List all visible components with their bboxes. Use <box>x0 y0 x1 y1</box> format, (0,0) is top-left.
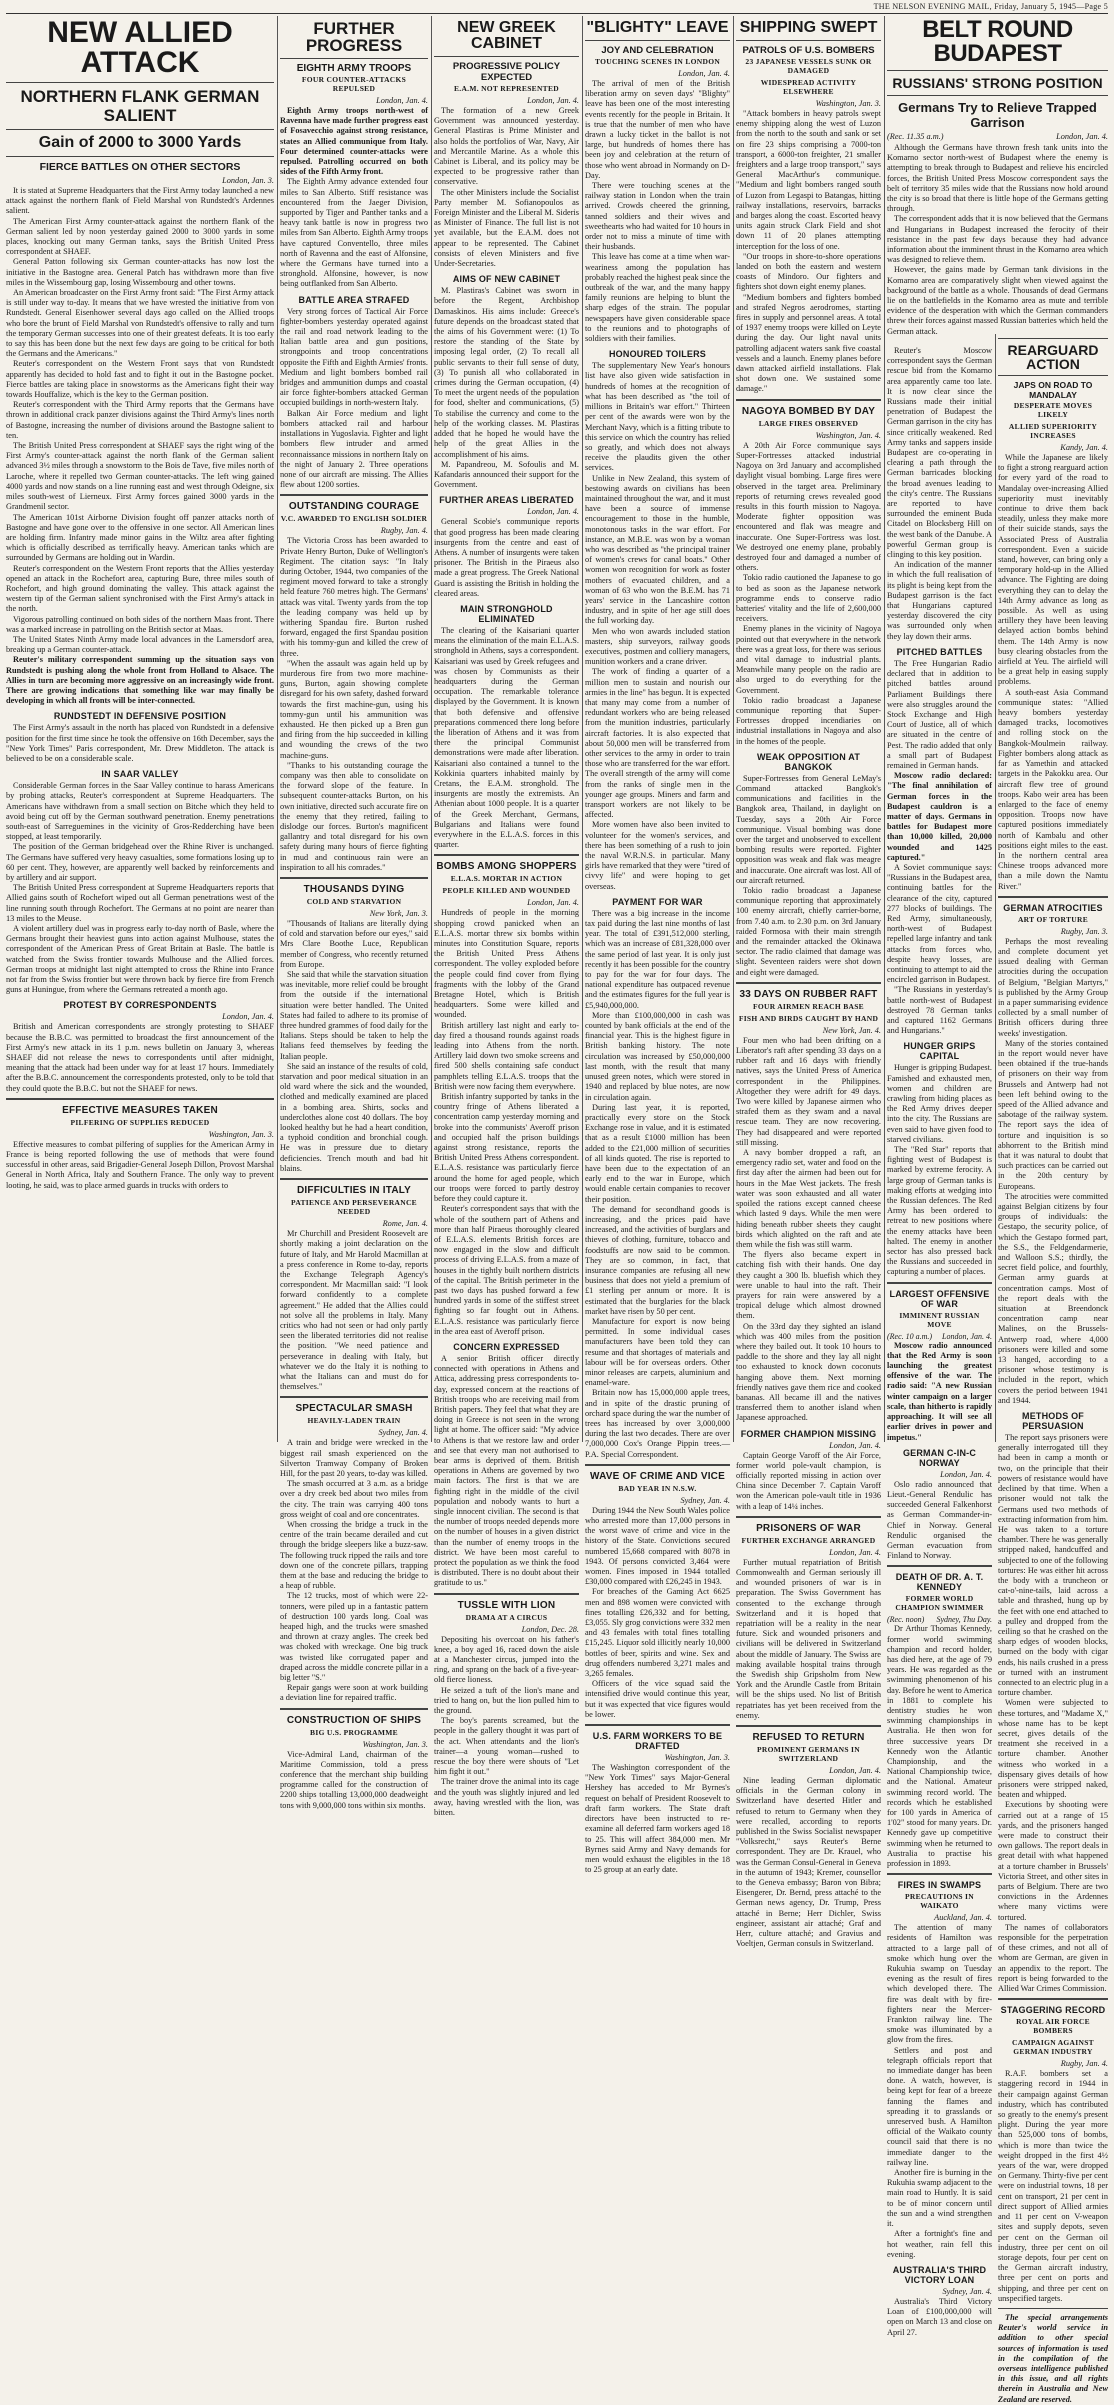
newspaper-page <box>6 16 1108 2404</box>
section-heading: FORMER CHAMPION MISSING <box>740 1428 877 1439</box>
article-body <box>736 109 881 395</box>
paragraph: R.A.F. bombers set a staggering record in 1944 in their campaign against German industry, which has contributed so greatly to the enemy's present plight. During the year more than 525,000 tons of bombs, which is more than twice the weight dropped in the first 4½ years of the war, were dropped on Germany. Thirty-five per cent were on industrial towns, 18 per cent on transport, 21 per cent in direct support of Allied armies and 11 per cent on V-weapon sites and supply depots, seven per cent on the German oil industry, three per cent on oil storage depots, four per cent on the German aircraft industry, three per cent on ports and shipping, and three per cent on unspecified targets. <box>998 2069 1108 2303</box>
subhead: JAPS ON ROAD TO MANDALAY <box>1013 380 1093 400</box>
minor-heading: FORMER WORLD CHAMPION SWIMMER <box>895 1594 984 1613</box>
section-heading: TUSSLE WITH LION <box>457 1599 556 1611</box>
paragraph: The arrival of men of the British liberation army on seven days' "Blighty" leave has been one of the most interesting events recently for the people in Britain. It is true that the number of men who have drawn a lucky ticket in the ballot is not large, but hundreds of homes there has been joy and celebration at the return of those who went abroad in Normandy on D-Day. <box>585 79 730 180</box>
article-body <box>434 626 579 850</box>
dateline: Rugby, Jan. 3. <box>1060 926 1108 936</box>
section-heading: NAGOYA BOMBED BY DAY <box>741 405 876 417</box>
dateline: London, Jan. 4. <box>527 507 579 517</box>
paragraph: The boy's parents screamed, but the people in the gallery thought it was part of the act. When attendants and the lion's trainer—a young woman—rushed to rescue the boy there were shouts of "Let him fight it out." <box>434 1716 579 1777</box>
section-heading: PRISONERS OF WAR <box>756 1522 861 1534</box>
paragraph: British and American correspondents are strongly protesting to SHAEF because the B.B.C. was permitted to broadcast the first announcement of the First Army's new attack in its 1 p.m. news bulletin on January 3, whereas SHAEF did not release the news to correspondents until after midnight, meaning that the attack had been under way for at least 17 hours. Immediately after the B.B.C. announcement the correspondents protested, only to be told that they could quote the B.B.C. but not the SHAEF for news. <box>6 1022 274 1093</box>
section-heading: BOMBS AMONG SHOPPERS <box>436 861 577 873</box>
paragraph: A Soviet communique says: "Russians in the Budapest area, continuing battles for the clearance of the city, captured 277 blocks of buildings. The Red Army, simultaneously, north-west of Budapest repelled large infantry and tank attacks from forces who, despite heavy losses, are continuing to attempt to aid the encircled garrison in Budapest. <box>887 862 992 985</box>
paragraph: When crossing the bridge a truck in the centre of the train became derailed and cut through the bridge sleepers like a buzz-saw. The following truck ripped the rails and tore down one of the concrete pillars, trapping them at the base and reducing the bridge to a heap of rubble. <box>280 1519 428 1591</box>
column-allied-attack <box>6 16 274 1442</box>
paragraph: The Eighth Army advance extended four miles to San Alberto. Stiff resistance was encountered from the Jaeger Division, supported by Tiger and Panther tanks and a heavy tank battle is now in progress two miles from San Alberto. Eighth Army troops have captured Conventello, three miles north of Ravenna and the east of Alfonsine, where the Germans have turned into a stronghold. Alfonsine, however, is now being outflanked from San Alberto. <box>280 177 428 289</box>
minor-heading: CAMPAIGN AGAINST GERMAN INDUSTRY <box>1012 2038 1094 2057</box>
paragraph: Enemy planes in the vicinity of Nagoya pointed out that everywhere in the network there was a great loss, for there was serious and vital damage to industrial plants. Meanwhile many people on the radio are also urged to do everything for the Government. <box>736 624 881 695</box>
paragraph: Repair gangs were soon at work building a deviation line for repaired traffic. <box>280 1683 428 1703</box>
section-heading: DIFFICULTIES IN ITALY <box>296 1185 411 1197</box>
paragraph: The correspondent adds that it is now believed that the Germans and Hungarians in Budapest increased the ferocity of their resistance in the past few days because they had advance information about the imminent thrust in the Komarno area which was designed to relieve them. <box>887 214 1108 265</box>
paragraph: A south-east Asia Command communique states: "Allied heavy bombers yesterday damaged tracks, locomotives and rolling stock on the Bangkok-Moulmein railway. Fighter bombers along attack as far as Yamethin and attacked targets in the Pakokku area. Our aircraft flew tree of ground troops. Kabo weir area has been enlarged to the face of enemy opposition. Troops now have captured positions immediately north of Kambalu and other positions eight miles to the east. In the northern central area Chinese troops advanced more than a mile down the Namtu River." <box>998 687 1108 891</box>
article-body <box>887 863 992 1036</box>
article-body <box>280 307 428 491</box>
bold-para: Moscow radio announced that the Red Army is soon launching the greatest offensive of the war. The radio said: "A new Russian winter campaign on a larger scale, than hitherto is rapidly approaching. It will see all earlier drives in power and impetus." <box>887 1340 992 1442</box>
dateline: Kandy, Jan. 4. <box>1060 443 1108 452</box>
article-body <box>736 441 881 747</box>
article-body <box>280 536 428 873</box>
paragraph: The Washington correspondent of the "New York Times" says Major-General Hershey has acceded to Mr Byrnes's request on behalf of President Roosevelt to draft farm workers. The State draft directors have been instructed to re-examine all deferred farm workers aged 18 to 25. This will affect 384,000 men. Mr Byrnes said Army and Navy demands for men would exhaust the eligibles in the 18 to 25 group at an early date. <box>585 1763 730 1875</box>
paragraph: More women have also been invited to volunteer for the women's services, and there has been something of a rush to join the naval W.R.N.S. in particular. Many girls have remarked that they were "tired of civvy life" and were hoping to get overseas. <box>585 820 730 891</box>
paragraph: The supplementary New Year's honours list have also given wide satisfaction in hundreds of homes at the recognition of what has been described as "the toil of millions in Britain's war effort." Thirteen per cent of the awards were won by the Merchant Navy, which is a fitting tribute to this service on which the country has relied so greatly, and which does not always receive the plaudits given the other services. <box>585 361 730 473</box>
paragraph: "Thousands of Italians are literally dying of cold and starvation before our eyes," said Mrs Clare Boothe Luce, Republican member of Congress, who recently returned from Europe. <box>280 919 428 969</box>
dateline: Washington, Jan. 3. <box>208 1129 274 1139</box>
dateline: London, Jan. 4. <box>942 1331 992 1341</box>
article-body <box>585 79 730 344</box>
paragraph: British infantry supported by tanks in the country fringe of Athens liberated a concentration camp yesterday morning and broke into the communists' Averoff prison and occupied half the prison buildings against strong resistance, reports the British United Press Athens correspondent. E.L.A.S. resistance was particularly fierce around the home for aged people, which our troops were forced to partly destroy before they could capture it. <box>434 1092 579 1204</box>
section-heading: U.S. FARM WORKERS TO BE DRAFTED <box>592 1731 723 1752</box>
received-time: (Rec. 11.35 a.m.) <box>887 132 944 141</box>
subhead: PATROLS OF U.S. BOMBERS <box>742 45 875 56</box>
minor-heading: FOUR AIRMEN REACH BASE <box>753 1001 864 1011</box>
dateline: Sydney, Jan. 4. <box>378 1428 428 1438</box>
minor-heading: ALLIED SUPERIORITY INCREASES <box>1008 422 1098 440</box>
section-heading: LARGEST OFFENSIVE OF WAR <box>889 1288 990 1309</box>
minor-heading: WIDESPREAD ACTIVITY ELSEWHERE <box>760 78 857 96</box>
paragraph: This leave has come at a time when war-weariness among the population has probably reached the highest peak since the outbreak of the war, and the many happy family reunions are helping to blunt the sharp edges of the strain. The popular newspapers have given considerable space to the reunions and to photographs of soldiers with their families. <box>585 252 730 344</box>
article-body <box>887 1480 992 1562</box>
dateline: Sydney, Jan. 4. <box>680 1495 730 1505</box>
paragraph: For breaches of the Gaming Act 6625 men and 898 women were convicted with fines totalling £26,332 and for betting, £3,055. Sly grog convictions were 332 men and 43 females with total fines totalling £15,245. Liquor sold illicitly nearly 10,000 bottles of beer, spirits and wine. Sex and drug offenders numbered 3,271 males and 3,265 females. <box>585 1587 730 1679</box>
paragraph: Further mutual repatriation of British Commonwealth and German seriously ill and wounded prisoners of war is in preparation. The Swiss Government has consented to the exchange through Switzerland and it is hoped that repatriation will be a reality in the near future. Sick and wounded prisoners and civilians will be delivered in Switzerland about the middle of January. The Swiss are making available hospital trains through the Swedish ship Gripsholm from New York and the Arundle Castle from Britain will be the ships used. No list of British repatriates has yet been received from the enemy. <box>736 1557 881 1720</box>
article-body <box>434 517 579 599</box>
article-body <box>998 453 1108 892</box>
article-body <box>887 1063 992 1277</box>
paragraph: Vigorous patrolling continued on both sides of the northern Maas front. There was a marked increase in patrolling on the British sector at Maas. <box>6 614 274 634</box>
paragraph: Reuter's correspondent on the Western Front reports that the Allies yesterday opened an attack in the Rochefort area, capturing Bure, three miles south of Rochefort, and high ground dominating the valley. This attack against the western tip of the German salient synchronised with the First Army's attack in the north. <box>6 563 274 614</box>
paragraph: The trainer drove the animal into its cage and the youth was slightly injured and led away, having wrestled with the lion, was bitten. <box>434 1777 579 1818</box>
paragraph: During last year, it is reported, practically every store on the Stock Exchange rose in value, and it is estimated that as a result £1000 million has been added to the £21,000 million of securities of all kinds quoted. The rise is reported to have been due to the expectation of an early end to the war in Europe, which would enable certain companies to recover their position. <box>585 1102 730 1204</box>
paragraph: "When the assault was again held up by murderous fire from two more machine-guns, Burton, again showing complete disregard for his own safety, dashed forward towards the first machine-gun, using his tommy-gun until his ammunition was exhausted. He then picked up a Bren gun and firing from the hip succeeded in killing and wounding the crews of the two machine-guns. <box>280 658 428 760</box>
headline-greek-cabinet: NEW GREEK CABINET <box>457 19 556 52</box>
minor-heading: V.C. AWARDED TO ENGLISH SOLDIER <box>280 514 428 524</box>
dateline: London, Jan. 4. <box>1056 132 1108 141</box>
bold-lead: Eighth Army troops north-west of Ravenna have made further progress east of Fosavecchio against strong resistance, states an Allied communique from Italy. Four determined counter-attacks were repulsed. Patrolling occurred on both sides of the Fifth Army front. <box>280 106 428 177</box>
paragraph: The atrocities were committed against Belgian citizens by four groups of individuals: the Gestapo, the security police, of which the Gestapo formed part, the S.S., the Feldgendarmerie, and Walloon S.S.; thirdly, the secret field police, and fourthly, German army guards at concentration camps. Most of the report deals with the situation at Breendonck concentration camp near Malines, on the Brussels-Antwerp road, where 4,000 prisoners were killed and some 13 hanged, according to a prisoner whose testimony is included in the report, which covers the period between 1941 and 1944. <box>998 1191 1108 1405</box>
paragraph: The names of collaborators responsible for the perpetration of these crimes, and not all of whom are German, are given in an appendix to the report. The report is being forwarded to the Allied War Crimes Commission. <box>998 1922 1108 1994</box>
paragraph: Mr Churchill and President Roosevelt are shortly making a joint declaration on the future of Italy, and Mr Harold Macmillan at a press conference in Rome to-day, reports the Exchange Telegraph Agency's correspondent. Mr Macmillan said: "I look forward confidently to a complete agreement." He added that the Allies could not solve all the problems in Italy. Many critics who had not seen or had only partly seen the liberated territories did not realise the position. "We need patience and perseverance in dealing with Italy, but whatever we do the Italy it is nothing to what the Italians can and must do for themselves." <box>280 1229 428 1392</box>
section-heading: BATTLE AREA STRAFED <box>298 294 410 305</box>
paragraph: Hunger is gripping Budapest. Famished and exhausted men, women and children are crawling from hiding places as the Red Army drives deeper into the city. The Russians are even said to have given food to starved civilians. <box>887 1063 992 1144</box>
section-heading: FIRES IN SWAMPS <box>897 1880 982 1891</box>
paragraph: M. Plastiras's Cabinet was sworn in before the Regent, Archbishop Damaskinos. His aims include: Greece's future depends on the broadcast stated that the aims of his Government were: (1) To restore the standing of the State by imposing legal order, (2) To recall all public servants to their full sense of duty, (3) To punish all who collaborated in crimes during the German occupation, (4) To meet the urgent needs of the population for food, shelter and communications, (5) To stabilise the currency and come to the help of the working classes. M. Plastiras added that he hoped he would have the help of the great Allies in the accomplishment of his aims. <box>434 286 579 459</box>
dateline: London, Jan. 4. <box>527 96 579 105</box>
subhead-northern-flank: NORTHERN FLANK GERMAN SALIENT <box>20 87 260 125</box>
dateline: Washington, Jan. 4. <box>815 430 881 440</box>
received-time: (Rec. noon) <box>887 1615 925 1625</box>
paragraph: Tokio radio broadcast a Japanese communique reporting that Super-Fortresses dropped incendiaries on industrial installations in Nagoya and also in the homes of the people. <box>736 695 881 746</box>
article-body <box>6 1022 274 1093</box>
paragraph: Manufacture for export is now being permitted. In some individual cases manufacturers have been told they can resume and that shortages of materials and labour will be for overseas orders. Other minor releases are carpets, aluminium and enamel-ware. <box>585 1316 730 1388</box>
paragraph: The "Red Star" reports that fighting west of Budapest is marked by extreme ferocity. A large group of German tanks is making efforts at wedging into the Russian defences. The Red Army has been ordered to retreat to new positions where the enemy attacks have been halted. The enemy in another sector has also pressed back the Russians and succeeded in capturing a number of places. <box>887 1145 992 1277</box>
paragraph: Tokio radio broadcast a Japanese communique reporting that approximately 100 enemy aircraft, chiefly carrier-borne, from 7.40 a.m. to 2.30 p.m. on 3rd January raided Formosa with their main strength and the remainder attacked the Okinawa sector. The radio claimed that damage was slight. Seventeen raiders were shot down and eight were damaged. <box>736 886 881 977</box>
paragraph: "Our troops in shore-to-shore operations landed on both the eastern and western coasts of Mindoro. Our fighters and fighters shot down eight enemy planes. <box>736 251 881 292</box>
paragraph: The clearing of the Kaisariani quarter means the elimination of the main E.L.A.S. stronghold in Athens, says a correspondent. Kaisariani was used by Greek refugees and was chosen by Communists as their headquarters during the German occupation. The remarkable tolerance displayed by the Government. It is known that both defensive and offensive preparations commenced there long before the liberation of Athens and it was from there the principal Communist demonstrations were made after liberation. Kaisariani also contained a tunnel to the Kokkinia quarters inhabited mainly by Cretans, the E.A.M. stronghold. The insurgents are mostly the extremists. An Athenian about 1000 people. It is a quarter of the Greek Merchant, Germans, Bulgarians and Italians were found everywhere in the E.L.A.S. forces in this quarter. <box>434 625 579 850</box>
paragraph: Women were subjected to these tortures, and "Madame X," whose name has to be kept secret, gives details of the treatment she received in a torture chamber. Another witness who worked in a dispensary gives details of how prisoners were stripped naked, beaten and whipped. <box>998 1698 1108 1800</box>
paragraph: Four men who had been drifting on a Liberator's raft after spending 33 days on a rubber raft and 16 days with friendly natives, says the United Press of America correspondent in the Philippines. Altogether they were adrift for 49 days. Two were killed by Japanese airmen who strafed them as they swam and a naval rescue team. They are now recovering. They had disappeared and were reported still missing. <box>736 1035 881 1147</box>
article-body <box>6 1140 274 1191</box>
dateline: London, Jan. 4. <box>222 1012 274 1022</box>
paragraph: British artillery last night and early to-day fired a thousand rounds against roads leading into Athens from the north. Artillery laid down two smoke screens and fired 500 shells containing safe conduct pamphlets telling E.L.A.S. troops that the British were now facing them everywhere. <box>434 1020 579 1091</box>
dateline: London, Jan. 4. <box>678 69 730 78</box>
section-heading: HONOURED TOILERS <box>608 349 707 360</box>
section-saar: IN SAAR VALLEY <box>101 769 179 780</box>
paragraph: Executions by shooting were carried out at a range of 15 yards, and the prisoners hanged were made to construct their own gallows. The report deals in great detail with what happened at a torture chamber in Brussels' Victoria Street, and other sites in parts of Belgium. There are two convictions in the Ardennes where many victims were tortured. <box>998 1800 1108 1922</box>
paragraph: Officers of the vice squad said the intensified drive would continue this year, but it was expected that vice figures would be lower. <box>585 1679 730 1719</box>
section-heading: METHODS OF PERSUASION <box>1022 1411 1084 1432</box>
paragraph: Reuter's correspondent says that with the whole of the southern part of Athens and more than half Piraeus thoroughly cleared of E.L.A.S. elements British forces are now engaged in the slow and difficult process of driving E.L.A.S. from a maze of houses in the tightly built northern districts of the capital. The British perimeter in the past two days has pushed forward a few hundred yards in some of the stiffest street fighting so far fought out in Athens. E.L.A.S. resistance was particularly fierce in the area east of Averoff prison. <box>434 1204 579 1336</box>
paragraph: Hundreds of people in the morning shopping crowd panicked when an E.L.A.S. mortar threw six bombs within minutes into Constitution Square, reports the British United Press Athens correspondent. The volley exploded before the people could find cover from flying fragments with the lobby of the Grand Bretagne Hotel, which is British headquarters. Some were killed and wounded. <box>434 908 579 1020</box>
minor-heading: ART OF TORTURE <box>1017 914 1089 924</box>
minor-heading: FURTHER EXCHANGE ARRANGED <box>741 1535 876 1545</box>
section-heading: 33 DAYS ON RUBBER RAFT <box>739 988 878 1000</box>
dateline: New York, Jan. 3. <box>369 909 428 919</box>
column-shipping-swept <box>736 16 881 1949</box>
paragraph: "Medium bombers and fighters bombed and strafed Negros aerodromes, starting fires in supply and personnel areas. A total of 1937 enemy troops were killed on Leyte during the day. Our light naval units patrolling adjacent waters sank five coastal vessels and a launch. Enemy planes before dawn attacked airfield installations. Flak shot down one. We sustained some damage." <box>736 292 881 394</box>
column-blighty-leave <box>585 16 730 1875</box>
section-heading: AUSTRALIA'S THIRD VICTORY LOAN <box>892 2264 987 2285</box>
article-body <box>998 1433 1108 1994</box>
article-body <box>434 286 579 490</box>
paragraph: The Free Hungarian Radio declared that in addition to pitched battles around Parliament Buildings there were also struggles around the Stock Exchange and High Court of Justice, all of which are situated in the centre of Pest. The radio added that only a small part of Budapest remained in German hands. <box>887 658 992 770</box>
paragraph: "Thanks to his outstanding courage the company was then able to consolidate on the forward slope of the feature. In subsequent counter-attacks Burton, on his own initiative, directed such accurate fire on the enemy that they retired, failing to dislodge our forces. Burton's magnificent gallantry and total disregard for his own safety during many hours of fierce fighting in mud and continuous rain were an inspiration to all his comrades." <box>280 760 428 872</box>
paragraph: Many of the stories contained in the report would never have been obtained if the true-hands of prisoners on their way from Brussels and Antwerp had not been left behind owing to the speed of the Allied advance and sabotage of the railway system. The report says the idea of torture and inquisition is so abhorrent to the British mind that it was natural to doubt that such practices can be carried out in the 20th century by Europeans. <box>998 1038 1108 1191</box>
dateline: Sydney, Thu Day. <box>936 1615 992 1625</box>
article-body <box>998 937 1108 1406</box>
minor-heading: FISH AND BIRDS CAUGHT BY HAND <box>738 1013 879 1023</box>
article-body <box>434 106 579 269</box>
section-heading: HUNGER GRIPS CAPITAL <box>903 1041 976 1062</box>
paragraph: Perhaps the most revealing and complete document yet issued dealing with German atrocities during the occupation of Belgium, "Belgian Martyrs," is published by the Army Group in a paper summarising evidence collected by a small number of British officers during three weeks' investigation. <box>998 936 1108 1038</box>
minor-heading: PATIENCE AND PERSEVERANCE NEEDED <box>291 1198 417 1217</box>
paragraph: She said that while the starvation situation was inevitable, more relief could be brought from the outside if the international situation were better handled. The United States had failed to adhere to its promise of three hundred grammes of food daily for the Italians. Steps should be taken to help the Italians feed themselves by feeding the Italian people. <box>280 970 428 1061</box>
paragraph: Although the Germans have thrown fresh tank units into the Komarno sector north-west of Budapest where the enemy is attempting to break through to Budapest and relieve his encircled forces, the British United Press Moscow correspondent says the belt of territory 35 miles wide that the Russians now hold around the city is so broad that there is little hope of the Germans getting through. <box>887 143 1108 214</box>
dateline: Rome, Jan. 4. <box>382 1219 428 1229</box>
dateline: London, Jan. 4. <box>829 1440 881 1450</box>
subhead: EIGHTH ARMY TROOPS <box>296 63 412 74</box>
column-rearguard <box>998 334 1108 2404</box>
rights-notice: The special arrangements Reuter's world service in addition to other special sources of information is used in the compilation of the overseas intelligence published in this issue, and all rights therein in Australia and New Zealand are reserved. <box>998 2312 1108 2404</box>
paragraph: Effective measures to combat pilfering of supplies for the American Army in France is being reported following the use of methods that were found successful in other areas, said Brigadier-General Joseph Dillon, Provost Marshal General in North Africa, Italy and Southern France. The only way to prevent looting, he said, was to place armed guards in trucks with orders to <box>6 1139 274 1190</box>
headline-budapest: BELT ROUND BUDAPEST <box>922 16 1073 67</box>
article-body <box>736 1036 881 1424</box>
paragraph: The formation of a new Greek Government was announced yesterday. General Plastiras is Prime Minister and also holds the portfolios of War, Navy, Air and Mercantile Marine. As a whole this Cabinet is Liberal, and its policy may be expected to be progressive rather than conservative. <box>434 106 579 187</box>
received-time: (Rec. 10 a.m.) <box>887 1331 933 1341</box>
paragraph: "The Russians in yesterday's battle north-west of Budapest destroyed 78 German tanks and captured 1162 Germans and Hungarians." <box>887 985 992 1036</box>
paragraph: General Scobie's communique reports that good progress has been made clearing insurgents from the centre and east of Athens. A number of insurgents were taken prisoner. The British in the Piraeus also made a great progress. The Greek National Guard is assisting the British in holding the cleared areas. <box>434 517 579 598</box>
paragraph: The smash occurred at 3 a.m. as a bridge over a dry creek bed about two miles from the city. The train was carrying 400 tons gross weight of coal and ore concentrates. <box>280 1479 428 1519</box>
section-heading: STAGGERING RECORD <box>1000 2005 1106 2016</box>
paragraph: He seized a tuft of the lion's mane and tried to hang on, but the lion pulled him to the ground. <box>434 1685 579 1716</box>
paragraph: The United States Ninth Army made local advances in the Lamersdorf area, breaking up a German counter-attack. <box>6 634 274 655</box>
section-heading: OUTSTANDING COURAGE <box>288 501 420 513</box>
paragraph: Super-Fortresses from General LeMay's Command attacked Bangkok's communications and facilities in the Bangkok area, Thailand, in daylight on Tuesday, says a 20th Air Force communique. Visual bombing was done over the target and unobserved to excellent bombing results were reported. Fighter opposition was weak and flak was meagre and inaccurate. One aircraft was lost. All of our aircraft returned. <box>736 773 881 885</box>
section-heading: AIMS OF NEW CABINET <box>452 274 561 285</box>
paragraph: An indication of the manner in which the full realisation of its plight is being kept from the Budapest garrison is the fact that Hungarians captured yesterday discovered the city was surrounded only when they lay down their arms. <box>887 560 992 641</box>
minor-heading: HEAVILY-LADEN TRAIN <box>307 1416 401 1426</box>
minor-heading: TOUCHING SCENES IN LONDON <box>594 57 721 66</box>
paragraph: A train and bridge were wrecked in the biggest rail smash experienced on the Silverton Tramway Company of Broken Hill, for the past 20 years, to-day was killed. <box>280 1438 428 1478</box>
headline-shipping-swept: SHIPPING SWEPT <box>739 19 878 36</box>
article-body <box>736 774 881 978</box>
paragraph: Unlike in New Zealand, this system of bestowing awards on civilians has been maintained throughout the war, and it must have been a source of immense encouragement to those in the humble, monotonous tasks in the war effort. For instance, an M.B.E. was won by a woman who was described as "the principal trainer of women's crews for canal boats." Other women won recognition for work as foster mothers of evacuated children, and a woman of 63 who won the B.E.M. has 71 years' service in the Lancashire cotton industry, and in spite of her age still does the full working day. <box>585 473 730 626</box>
paragraph: On the 33rd day they sighted an island which was 400 miles from the position where they bailed out. It took 10 hours to paddle to the shore and they lay all night too exhausted to knock down coconuts hanging above them. Next morning friendly natives gave them rice and cooked bananas. All became ill and the natives transferred them to another island when Japanese approached. <box>736 1321 881 1423</box>
article-body <box>585 1506 730 1720</box>
subhead: Germans Try to Relieve Trapped Garrison <box>898 100 1097 130</box>
article-body <box>887 1923 992 2260</box>
section-protest: PROTEST BY CORRESPONDENTS <box>63 1000 217 1011</box>
article-body <box>585 909 730 1460</box>
paragraph: More than £100,000,000 in cash was counted by bank officials at the end of the financial year. This is the highest figure in British banking history. The note circulation was increased by £50,000,000 last month, with the result that many unused green notes, which were stored in 1940 and replaced by blue notes, are now in circulation again. <box>585 1010 730 1102</box>
section-heading: SPECTACULAR SMASH <box>295 1403 413 1415</box>
paragraph: Oslo radio announced that Lieut.-General Rendulic has succeeded General Falkenhorst as German Commander-in-Chief in Norway. General Rendulic organised the German evacuation from Finland to Norway. <box>887 1479 992 1561</box>
paragraph: The American 101st Airborne Division fought off panzer attacks north of Bastogne and have gone over to the offensive in one sector. All American lines are holding firm. Infantry made minor gains in the Wiltz area after fighting which is officially described as terrifically heavy. American tanks which are surrounded by Germans are holding out in Wardin. <box>6 512 274 563</box>
subhead-fierce-battles: FIERCE BATTLES ON OTHER SECTORS <box>39 161 241 173</box>
article-body <box>280 177 428 289</box>
paragraph: After a fortnight's fine and hot weather, rain fell this evening. <box>887 2229 992 2259</box>
dateline: Washington, Jan. 3. <box>815 99 881 108</box>
paragraph: A violent artillery duel was in progress early to-day north of Basle, where the Germans brought their heaviest guns into action against Mulhouse, states the correspondent of the American Press of Great Britain at Basle. The battle is watched from the Swiss frontier towards Mulhouse and the Allied forces. German troops at midnight last night attempted to cross the Rhine into France not far from the Swiss frontier but were thrown back by fierce fire from French guns at Huningue, from where the Germans retreated a month ago. <box>6 924 274 995</box>
minor-heading: BAD YEAR IN N.S.W. <box>618 1483 697 1493</box>
paragraph: The British United Press correspondent at SHAEF says the right wing of the First Army's counter-attack against the north flank of the German salient advanced 3½ miles through a snowstorm to the Bois de Tave, five miles north of Laroche, where it repelled two German counter-attacks. The left wing gained 4000 yards and now stands on a line running east and west through Odeigne, six miles south-west of Lierneux. First Army forces gained 3000 yards in the Grandmenil sector. <box>6 441 274 512</box>
bold-summary: Reuter's military correspondent summing up the situation says von Rundstedt is pushing along the whole front from Holland to Alsace. The Allies in turn are becoming more aggressive on an increasingly wide front. There are growing indications that something like war may finally be developing in which all fronts will be inter-connected. <box>6 655 274 706</box>
section-heading: CONCERN EXPRESSED <box>453 1341 560 1352</box>
paragraph: A senior British officer directly connected with operations in Athens and Attica, addressing press correspondents to-day, expressed concern at the reactions of British troops who are receiving mail from British papers. They feel that what they are doing in Greece is not seen in the wrong light at home. The officer said: "My advice to Athens is that we restore law and order and see that every man not authorised to bear arms is deprived of them. British operations in Athens are governed by two main factors. The first is that we are fighting right in the middle of the civil population and nobody wants to hurt a single innocent civilian. The second is that the number of troops needed depends more on the number of houses in a given district than the number of enemy troops in the district. We have been most careful to protect the population as we think the food is distributed. There is no doubt about their gratitude to us." <box>434 1353 579 1588</box>
article-body <box>887 346 992 642</box>
paragraph: The report says prisoners were generally interrogated till they had been in camp a month or two, on the principle that their powers of resistance would have declined by that time. When a prisoner would not talk the Germans used two methods of extracting information from him. He was taken to a torture chamber. There he was generally stripped naked, handcuffed and subjected to one of the following tortures: He was either hit across the body with a truncheon or cat-o'-nine-tails, laid across a table and thrashed, hung up by the feet with one end attached to a pulley and dropped from the ceiling so that he crashed on the sharp edges of wooden blocks, burned on the body with cigar ends, his nails crushed in a press or turned with an instrument connected to an electric plug in a torture chamber. <box>998 1433 1108 1698</box>
article-body <box>434 908 579 1337</box>
article-body <box>280 919 428 1174</box>
subhead-gain: Gain of 2000 to 3000 Yards <box>38 134 242 151</box>
masthead: THE NELSON EVENING MAIL, Friday, January 5, 1945—Page 5 <box>6 2 1108 14</box>
minor-heading: DRAMA AT A CIRCUS <box>465 1612 548 1622</box>
section-heading: THOUSANDS DYING <box>303 884 405 896</box>
paragraph: The position of the German bridgehead over the Rhine River is unchanged. The Germans have suffered very heavy casualties, some formations losing up to 60 per cent. They, however, are apparently well backed by reinforcements and by artillery and air support. <box>6 842 274 882</box>
paragraph: Another fire is burning in the Rukuhia swamp adjacent to the main road to Huntly. It is said to be of minor concern until the sun and a wind strengthen it. <box>887 2168 992 2229</box>
article-body <box>585 1763 730 1875</box>
paragraph: Very strong forces of Tactical Air Force fighter-bombers yesterday operated against the rail and road network leading to the Italian battle area and gun positions, strongpoints and troop concentrations opposite the Fifth and Eighth Armies' fronts. Medium and light bombers bombed rail bridges and ammunition dumps and coastal air force fighter-bombers attacked German occupied buildings in north-western Italy. <box>280 306 428 408</box>
section-heading: MAIN STRONGHOLD ELIMINATED <box>460 603 553 624</box>
minor-heading: IMMINENT RUSSIAN MOVE <box>899 1310 980 1329</box>
paragraph: Reuter's Moscow correspondent says the German rescue bid from the Komarno area apparently came too late. It is now clear since the Russians made their initial penetration of Budapest the German garrison in the city has since critically weakened. Red Army tanks and sappers inside Budapest are co-operating in clearing a path through the German barricades blocking the broad avenues leading to the city's centre. The Russians are reported to have surrounded the eminent Buda Citadel on Blocksberg Hill on the west bank of the Danube. A powerful German group is clinging to this key position. <box>887 346 992 560</box>
section-heading: GERMAN ATROCITIES <box>1003 902 1103 913</box>
minor-heading: PEOPLE KILLED AND WOUNDED <box>442 886 571 896</box>
article-body <box>280 1229 428 1392</box>
article-body <box>887 659 992 771</box>
section-heading: GERMAN C-IN-C NORWAY <box>902 1447 977 1468</box>
column-greek-cabinet <box>434 16 579 1818</box>
paragraph: The 12 trucks, most of which were 22-tonners, were piled up in a fantastic pattern of destruction 100 yards long. Coal was heaped high, and the trucks were smashed and thrown at crazy angles. The creek bed was choked with wreckage. One big truck was twisted like corrugated paper and draped across the middle concrete pillar in a big letter "S." <box>280 1591 428 1683</box>
minor-heading: BIG U.S. PROGRAMME <box>310 1727 398 1737</box>
dateline: Auckland, Jan. 4. <box>934 1913 992 1923</box>
dateline: Washington, Jan. 3. <box>362 1739 428 1749</box>
minor-heading: PRECAUTIONS IN WAIKATO <box>904 1892 974 1911</box>
column-budapest <box>887 346 992 2337</box>
article-body <box>887 1624 992 1869</box>
subhead: PROGRESSIVE POLICY EXPECTED <box>452 61 561 83</box>
paragraph: It is stated at Supreme Headquarters that the First Army today launched a new attack against the northern flank of Field Marshal von Rundstedt's Ardennes salient. <box>6 186 274 216</box>
minor-heading: PILFERING OF SUPPLIES REDUCED <box>70 1117 210 1127</box>
paragraph: "Attack bombers in heavy patrols swept enemy shipping along the west of Luzon from the north to the south and sank or set on fire 23 ships comprising a 7000-ton transport, a 6000-ton freighter, 21 smaller freighters and a large troop transport," says General MacArthur's communique. "Medium and light bombers ranged south of Luzon from Legaspi to Batangas, hitting railway installations, reservoirs, barracks and barges along the coast. Escorted heavy units again struck Clark Field and shot down 11 of 20 planes attempting interception for the loss of one. <box>736 109 881 251</box>
dateline: Rugby, Jan. 4. <box>1060 2059 1108 2069</box>
subhead: RUSSIANS' STRONG POSITION <box>892 75 1103 91</box>
minor-heading: 23 JAPANESE VESSELS SUNK OR DAMAGED <box>745 57 872 75</box>
paragraph: Australia's Third Victory Loan of £100,000,000 will open on March 13 and close on April 27. <box>887 2296 992 2337</box>
minor-heading: E.L.A.S. MORTAR IN ACTION <box>450 874 563 884</box>
article-body <box>6 781 274 995</box>
dateline: Rugby, Jan. 4. <box>380 526 428 536</box>
article-body <box>280 1438 428 1703</box>
paragraph: The flyers also became expert in catching fish with their hands. One day they caught a 300 lb. bluefish which they were unable to haul into the raft. Their prayers for rain were answered by a tropical deluge which almost drowned them. <box>736 1250 881 1321</box>
column-further-progress <box>280 16 428 1810</box>
dateline: London, Jan. 4. <box>829 1766 881 1776</box>
paragraph: Nine leading German diplomatic officials in the German colony in Switzerland have deserted Hitler and refused to return to Germany when they were recalled, according to reports published in the Swiss Socialist newspaper "Volksrecht," says Reuter's Berne correspondent. They are Dr. Krauel, who was the German Consul-General in Geneva in the autumn of 1943; Kremer, counsellor to the Geneva embassy; Baron von Bibra; Eisengerer, Dr. Bernd, press attaché to the German news agency, Dr. Trump, Press attaché in Berne; Herr Dichler, Swiss engineer, assistant air attaché; Graf and Herr, culture attaché; and Gravius and Voeltjen, German consuls in Switzerland. <box>736 1776 881 1949</box>
subhead: JOY AND CELEBRATION <box>601 45 714 56</box>
paragraph: Considerable German forces in the Saar Valley continue to harass Americans by probing attacks, Reuter's correspondent at Supreme Headquarters. The Americans have withdrawn from a small section on Bitche which they held to avoid being cut off by the German southward penetration. Enemy penetrations south-east of Sarreguemines in the vicinity of Gros-Redderching have been stopped, at least temporarily. <box>6 781 274 842</box>
article-body <box>736 1776 881 1949</box>
article-body <box>434 1635 579 1819</box>
article-body <box>736 1451 881 1512</box>
paragraph: Reuter's correspondent with the Third Army reports that the Germans have thrown in additional crack panzer divisions against the Third Army's lines north of Bastogne, increasing the number of divisions around the Bastogne salient to ten. <box>6 400 274 440</box>
dateline: London, Jan. 3. <box>222 176 274 185</box>
article-body <box>6 723 274 764</box>
paragraph: There was a big increase in the income tax paid during the last nine months of last year. The total of £391,512,000 sterling, which was an increase of £81,328,000 over the same period of last year. It is only just recently it has been possible for the country to pay for the war for four days. The national expenditure has outpaced revenue and the estimates figures for the full year is £5,940,000,000. <box>585 908 730 1010</box>
article-body <box>736 1558 881 1721</box>
paragraph: Reuter's correspondent on the Western Front says that von Rundstedt apparently has decided to hold fast and to fight it out in the Bastogne pocket. Fierce battles are taking place in snowstorms as the Americans fight their way towards Houffalize, which is the key to the German position. <box>6 359 274 400</box>
paragraph: However, the gains made by German tank divisions in the Komarno area are comparatively slight when viewed against the background of the battle as a whole. Thousands of dead Germans lie on the battlefields in the Komarno area as mute and terrible evidence of the desperation with which the German commanders threw their forces against massed Russian batteries which held the German attack. <box>887 265 1108 336</box>
dateline: London, Jan. 4. <box>940 1469 992 1479</box>
section-heading: FURTHER AREAS LIBERATED <box>439 495 574 506</box>
article-body <box>434 1354 579 1589</box>
paragraph: Depositing his overcoat on his father's knee, a boy aged 16, raced down the aisle at a Manchester circus, jumped into the ring, and sprang on the back of a five-year-old fierce lioness. <box>434 1634 579 1685</box>
headline-rearguard: REARGUARD ACTION <box>1007 342 1099 372</box>
article-body <box>6 186 274 655</box>
paragraph: Britain now has 15,000,000 apple trees, and in spite of the drastic pruning of orchard space during the war the number of trees has increased by over 3,000,000 during the last two decades. There are over 7,000,000 Cox's Orange Pippin trees.—P.A. Special Correspondent. <box>585 1388 730 1459</box>
dateline: London, Dec. 28. <box>521 1624 579 1634</box>
paragraph: A navy bomber dropped a raft, an emergency radio set, water and food on the first day after the airmen had been out for hours in the Mae West jackets. The fresh water was soon exhausted and all water spoiled the rations except canned cheese which lasted 9 days. While the men were hiding beneath rubber sheets they caught birds which alighted on the raft and ate them while the fish was still warm. <box>736 1148 881 1249</box>
column-budapest-head <box>887 16 1108 337</box>
section-heading: WAVE OF CRIME AND VICE <box>590 1470 725 1482</box>
dateline: London, Jan. 4. <box>829 1547 881 1557</box>
paragraph: Tokio radio cautioned the Japanese to go to bed as soon as the Japanese network programme ends to conserve radio batteries' vitality and the life of 2,600,000 receivers. <box>736 573 881 624</box>
paragraph: A 20th Air Force communique says Super-Fortresses attacked industrial Nagoya on 3rd January and accomplished daylight visual bombing. Large fires were observed in the target area. Preliminary reports of returning crews revealed good results in this fourth mission to Nagoya. Moderate fighter opposition was encountered and flak was meagre and inaccurate. One Super-Fortress was lost. We destroyed one enemy plane, probably destroyed four and damaged a number of others. <box>736 440 881 573</box>
minor-heading: COLD AND STARVATION <box>306 897 402 907</box>
paragraph: The British United Press correspondent at Supreme Headquarters reports that Allied gains south of Rochefort wiped out all German penetrations west of the line running south through Rochefort. The Germans at no point are nearer than 13 miles to the Meuse. <box>6 883 274 923</box>
paragraph: She said an instance of the results of cold, starvation and poor medical situation in an old ward where the sick and the wounded, clothed and medically examined are placed in a bombing area. Shirts, socks and underclothes alone cost 40 dollars. The boy looked healthy but he had a heart condition, a typhoid condition and bronchial cough. He was in pressure due to dietary deficiencies. Trench mouth and bad hit blains. <box>280 1061 428 1173</box>
dateline: Washington, Jan. 3. <box>664 1753 730 1763</box>
section-effective-measures: EFFECTIVE MEASURES TAKEN <box>62 1104 218 1116</box>
section-rundstedt: RUNDSTEDT IN DEFENSIVE POSITION <box>53 711 227 722</box>
paragraph: The other Ministers include the Socialist Party member M. Sofianopoulos as Foreign Minister and the Liberal M. Sideris as Minister of Finance. The full list is not yet available, but the E.A.M. does not appear to be represented. The Cabinet consists of eleven Ministers and five Under-Secretaries. <box>434 187 579 269</box>
paragraph: The attention of many residents of Hamilton was attracted to a large pall of smoke which hung over the Rukuhia swamp on Tuesday evening as the result of fires which developed there. The fire was dealt with by fire-fighters near the Mercer-Frankton railway line. The smoke was illuminated by a glow from the fires. <box>887 1923 992 2045</box>
article-body <box>998 2069 1108 2304</box>
paragraph: An American broadcaster on the First Army front said: "The First Army attack is still under way to-day. It means that we have wrested the initiative from von Rundstedt. General Eisenhower several days ago called on the Allied troops who bore the brunt of Field Marshal von Rundstedt's offensive to rally and turn the temporary German successes into one of their greatest defeats. It is too early to say this has been done but the next few days are going to be critical for both the Germans and the Americans." <box>6 288 274 359</box>
paragraph: During 1944 the New South Wales police who arrested more than 17,000 persons in the worst wave of crime and vice in the history of the State. Convictions secured numbered 15,668 compared with 8078 in 1943. Of persons convicted 3,464 were women. Fines imposed in 1944 totalled £30,000 compared with £26,245 in 1943. <box>585 1505 730 1587</box>
paragraph: Vice-Admiral Land, chairman of the Maritime Commission, told a press conference that the merchant ship building programme called for the construction of 2200 ships totalling 13,000,000 deadweight tons with 9,000,000 tons within six months. <box>280 1749 428 1810</box>
minor-heading: FOUR COUNTER-ATTACKS REPULSED <box>301 75 407 93</box>
paragraph: The work of finding a quarter of a million men to sustain and nourish our armies in the line" has begun. It is expected that many may come from a number of redundant workers who are being released from the munition industries, particularly aircraft factories. It is also expected that about 50,000 men will be transferred from other services to the army in order to train those who are transferred for the war effort. The overall strength of the army will come from the ranks of single men in the younger age groups. Miners and farm and transport workers are not likely to be affected. <box>585 667 730 820</box>
headline-allied-attack: NEW ALLIED ATTACK <box>47 16 233 79</box>
article-body <box>585 361 730 892</box>
section-heading: PITCHED BATTLES <box>896 646 983 657</box>
paragraph: Dr Arthur Thomas Kennedy, former world swimming champion and record holder, has died here, at the age of 79 years. He was regarded as the swimming phenomenon of his day. Before he went to America in 1881 to complete his dentistry studies he won swimming championships in Australia. He then won for three successive years Dr Kennedy won the Atlantic Championship, and the National Championship twice, and the National. Amateur swimming record world. The records which he established for 100 yards in America of 1'02" stood for many years. Dr. Kennedy gave up competitive swimming when he returned to Australia to practise his profession in 1893. <box>887 1624 992 1868</box>
dateline: London, Jan. 4. <box>527 898 579 908</box>
dateline: Sydney, Jan. 4. <box>942 2286 992 2296</box>
bold-para: Moscow radio declared: "The final annihilation of German forces in the Budapest cauldron is a matter of days. Germans in battles for Budapest more than 10,000 killed, 20,000 wounded and 1425 captured." <box>887 771 992 862</box>
paragraph: While the Japanese are likely to fight a strong rearguard action for every yard of the road to Mandalay over-increasing Allied superiority must inevitably continue to drive them back steadily, unless they make more of their suicide stands, says the Associated Press of Australia correspondent. Even a suicide stand, however, can bring only a temporary hold-up in the Allied advance. The Fighting are doing everything they can to delay the 14th Army advance as long as possible. As well as using artillery they have been leaving delayed action bombs behind them. The 14th Army is now busy clearing obstacles from the airfield at Yeu. The airfield will be a great help in easing supply problems. <box>998 453 1108 687</box>
section-heading: WEAK OPPOSITION AT BANGKOK <box>756 751 861 772</box>
section-heading: PAYMENT FOR WAR <box>612 896 703 907</box>
paragraph: The American First Army counter-attack against the northern flank of the German salient led by noon yesterday gained 2000 to 3000 yards in some places, knocking out many German tanks, says the British United Press correspondent at SHAEF. <box>6 216 274 257</box>
headline-further-progress: FURTHER PROGRESS <box>305 19 403 55</box>
article-body <box>887 2297 992 2338</box>
article-body <box>280 1750 428 1811</box>
paragraph: Settlers and post and telegraph officials report that no immediate danger has been done. A watch, however, is being kept for fear of a breeze fanning the flames and spreading it to grasslands or unreserved bush. A Hamilton official of the Waikato county council said that there is no immediate danger to the railway line. <box>887 2045 992 2167</box>
paragraph: General Patton following six German counter-attacks has now lost the initiative in the Bastogne area. General Patch has withdrawn more than five miles in the Wissembourg gap, losing Wissembourg and other towns. <box>6 257 274 287</box>
paragraph: M. Papandreou, M. Sofoulis and M. Kafandaris announced their support for the Government. <box>434 459 579 490</box>
paragraph: The demand for secondhand goods is increasing, and the prices paid have increased, and the activities of burglars and thieves of clothing, furniture, tobacco and foodstuffs are now said to be common. They are so common, in fact, that insurance companies are refusing all new business that does not yield a premium of £1 sterling per annum or more. It is estimated that the burglaries for the black market have risen by 50 per cent. <box>585 1204 730 1316</box>
section-heading: DEATH OF DR. A. T. KENNEDY <box>895 1572 984 1593</box>
dateline: New York, Jan. 4. <box>822 1025 881 1035</box>
minor-heading: ROYAL AIR FORCE BOMBERS <box>1016 2017 1090 2036</box>
dateline: London, Jan. 4. <box>376 96 428 105</box>
minor-heading: DESPERATE MOVES LIKELY <box>1013 401 1093 419</box>
paragraph: The Victoria Cross has been awarded to Private Henry Burton, Duke of Wellington's Regiment. The citation says: "In Italy during October, 1944, two companies of the regiment moved forward to take a strongly held feature 760 metres high. The Germans' attack was vital. Twenty yards from the top the leading company was held up by withering Spandau fire. Burton rushed forward, engaged the first Spandau position with his tommy-gun and killed the crew of three. <box>280 536 428 658</box>
paragraph: The First Army's assault in the north has placed von Rundstedt in a defensive position for the first time since he took the offensive on 16th December, says the "New York Times" Paris correspondent, Mr. Drew Middleton. The attack is believed to be on a considerable scale. <box>6 723 274 763</box>
minor-heading: PROMINENT GERMANS IN SWITZERLAND <box>757 1745 860 1764</box>
paragraph: There were touching scenes at the railway station in London when the train arrived. Crowds cheered the grinning, tanned soldiers and their wives and sweethearts who had waited for 10 hours in order not to miss a minute of time with their husbands. <box>585 181 730 252</box>
paragraph: Men who won awards included station masters, ship surveyors, railway goods executives, postmen and colliery managers, munition workers and a crane driver. <box>585 626 730 667</box>
headline-blighty-leave: "BLIGHTY" LEAVE <box>586 19 729 36</box>
minor-heading: LARGE FIRES OBSERVED <box>758 418 859 428</box>
minor-heading: E.A.M. NOT REPRESENTED <box>453 84 560 93</box>
paragraph: Captain George Varoff of the Air Force, former world pole-vault champion, is officially reported missing in action over China since December 7. Captain Varoff won the American pole-vault title in 1936 with a leap of 14¼ inches. <box>736 1450 881 1511</box>
article-body <box>887 143 1108 337</box>
section-heading: REFUSED TO RETURN <box>752 1732 865 1744</box>
paragraph: Balkan Air Force medium and light bombers attacked rail and harbour installations in Yugoslavia. Fighter and light bombers flew intruder and armed reconnaissance missions in northern Italy on the night of January 2. Three operations none of our aircraft are missing. The Allies flew about 1200 sorties. <box>280 408 428 490</box>
section-heading: CONSTRUCTION OF SHIPS <box>286 1714 422 1726</box>
